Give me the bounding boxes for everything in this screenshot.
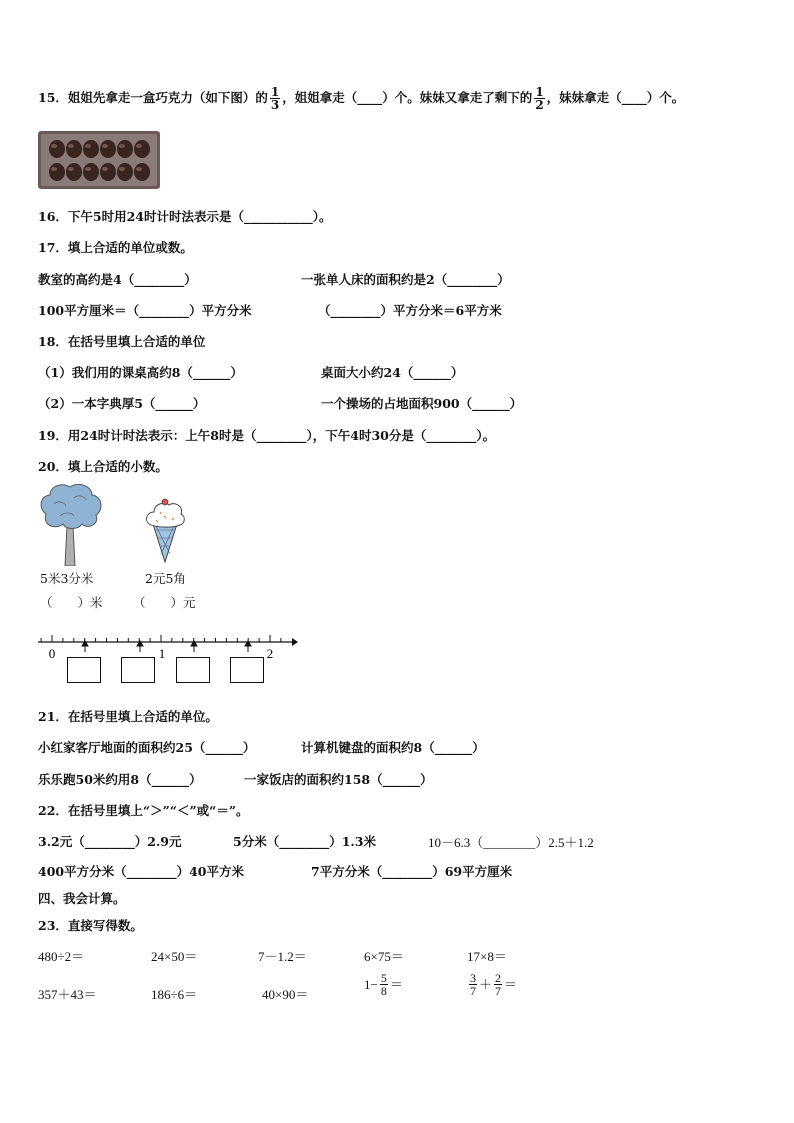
q21-line2-right: 一家饭店的面积约158（______） xyxy=(244,772,433,787)
question-20-title: 20．填上合适的小数。 xyxy=(38,459,168,474)
tree-icon xyxy=(38,482,104,566)
q22-line1-b: 5分米（________）1.3米 xyxy=(233,834,376,849)
calc-item: 24×50＝ xyxy=(151,949,198,964)
number-line xyxy=(36,632,298,660)
calc-item: 186÷6＝ xyxy=(151,987,198,1002)
tree-height-label: 5米3分米 xyxy=(40,571,94,586)
ice-cream-answer-blank[interactable]: （ ）元 xyxy=(133,595,196,610)
calc-item: 357＋43＝ xyxy=(38,987,97,1002)
question-22-title: 22．在括号里填上“＞”“＜”或“＝”。 xyxy=(38,803,249,818)
calc-item-fraction-subtract: 1− $\frac{5}{8}$ ＝ xyxy=(364,971,403,998)
q18-line2-left: （2）一本字典厚5（______） xyxy=(38,396,206,411)
question-18-title: 18．在括号里填上合适的单位 xyxy=(38,334,206,349)
calc-item-fraction-add: $\frac{3}{7}$ ＋ $\frac{2}{7}$ ＝ xyxy=(470,971,518,998)
ruler-label-2: 2 xyxy=(266,646,274,660)
q21-line1-left: 小红家客厅地面的面积约25（______） xyxy=(38,740,256,755)
q22-line2-a: 400平方分米（________）40平方米 xyxy=(38,864,244,879)
ruler-label-0: 0 xyxy=(48,646,56,660)
q21-line2-left: 乐乐跑50米约用8（______） xyxy=(38,772,202,787)
q22-line2-b: 7平方分米（________）69平方厘米 xyxy=(311,864,513,879)
q21-line1-right: 计算机键盘的面积约8（______） xyxy=(301,740,485,755)
q22-line1-c: 10－6.3（________）2.5＋1.2 xyxy=(428,835,594,850)
ice-cream-cone-icon xyxy=(144,498,186,564)
number-line-answer-box[interactable] xyxy=(176,657,210,683)
q22-line1-a: 3.2元（________）2.9元 xyxy=(38,834,182,849)
question-23-title: 23．直接写得数。 xyxy=(38,918,143,933)
calc-item: 480÷2＝ xyxy=(38,949,85,964)
question-16: 16．下午5时用24时计时法表示是（___________）。 xyxy=(38,209,332,224)
q17-line2-right: （________）平方分米＝6平方米 xyxy=(318,303,502,318)
number-line-answer-box[interactable] xyxy=(67,657,101,683)
calc-item: 17×8＝ xyxy=(467,949,507,964)
tree-answer-blank[interactable]: （ ）米 xyxy=(40,595,103,610)
question-21-title: 21．在括号里填上合适的单位。 xyxy=(38,709,218,724)
q17-line1-left: 教室的高约是4（________） xyxy=(38,272,197,287)
ice-cream-price-label: 2元5角 xyxy=(145,571,186,586)
q17-line1-right: 一张单人床的面积约是2（________） xyxy=(301,272,510,287)
q18-line1-left: （1）我们用的课桌高约8（______） xyxy=(38,365,243,380)
answer-blank[interactable]: ____ xyxy=(357,90,383,105)
number-line-answer-box[interactable] xyxy=(230,657,264,683)
answer-blank[interactable]: ____ xyxy=(621,90,647,105)
question-17-title: 17．填上合适的单位或数。 xyxy=(38,240,193,255)
fraction-one-third: $\frac{1}{3}$ xyxy=(270,85,280,112)
section-4-title: 四、我会计算。 xyxy=(38,891,126,906)
q18-line2-right: 一个操场的占地面积900（______） xyxy=(321,396,523,411)
calc-item: 6×75＝ xyxy=(364,949,404,964)
question-19: 19．用24时计时法表示：上午8时是（________），下午4时30分是（________）。 xyxy=(38,428,496,443)
fraction-one-half: $\frac{1}{2}$ xyxy=(535,85,544,112)
q15-number: 15． xyxy=(38,90,68,105)
number-line-answer-box[interactable] xyxy=(121,657,155,683)
question-15: 15．姐姐先拿走一盒巧克力（如下图）的 $\frac{1}{3}$ ，姐姐拿走（____）个。妹妹又拿走了剩下的 $\frac{1}{2}$ ，妹妹拿走（____）个。 xyxy=(38,85,685,112)
chocolate-box-image xyxy=(37,130,161,190)
answer-blank[interactable]: ___________ xyxy=(244,209,313,224)
q17-line2-left: 100平方厘米＝（________）平方分米 xyxy=(38,303,252,318)
calc-item: 7－1.2＝ xyxy=(258,949,307,964)
calc-item: 40×90＝ xyxy=(262,987,309,1002)
ruler-label-1: 1 xyxy=(158,646,166,660)
q18-line1-right: 桌面大小约24（______） xyxy=(321,365,464,380)
